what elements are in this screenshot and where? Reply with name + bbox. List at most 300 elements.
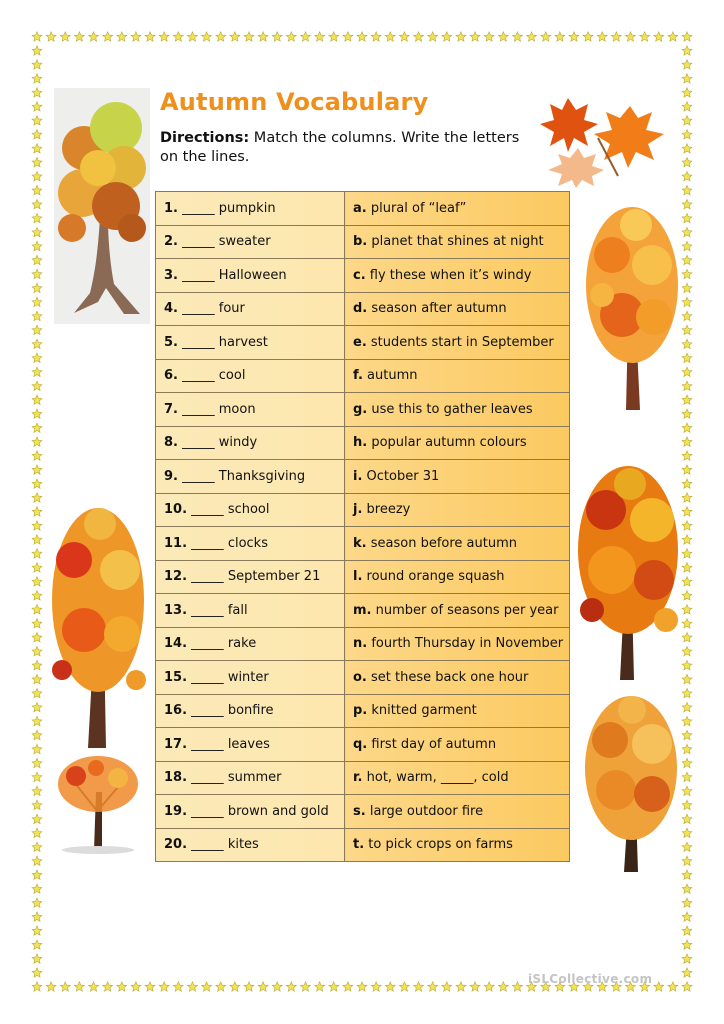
answer-blank[interactable]: _____ (182, 368, 215, 384)
star-icon (682, 269, 692, 278)
star-icon (682, 688, 692, 697)
answer-blank[interactable]: _____ (182, 468, 215, 484)
answer-blank[interactable]: _____ (182, 267, 215, 283)
table-row (156, 795, 570, 829)
star-icon (555, 32, 565, 41)
star-icon (188, 32, 198, 41)
star-icon (32, 269, 42, 278)
maple-leaves-icon (538, 88, 670, 188)
autumn-tree-icon (48, 500, 148, 750)
star-icon (32, 521, 42, 530)
star-icon (668, 32, 678, 41)
star-icon (74, 32, 84, 41)
star-icon (682, 507, 692, 516)
star-icon (682, 898, 692, 907)
star-icon (682, 325, 692, 334)
star-icon (32, 158, 42, 167)
star-icon (682, 521, 692, 530)
definition-text: set these back one hour (371, 669, 529, 685)
star-icon (470, 32, 480, 41)
star-icon (32, 367, 42, 376)
autumn-tree-icon (582, 195, 682, 417)
table-row (156, 627, 570, 661)
star-icon (682, 437, 692, 447)
star-icon (682, 577, 692, 586)
star-icon (682, 255, 692, 264)
item-number: 14. (164, 636, 188, 652)
definition-letter: n. (353, 636, 368, 652)
star-icon (682, 842, 692, 851)
definition-text: hot, warm, _____, cold (366, 770, 509, 786)
star-icon (32, 730, 42, 739)
item-number: 8. (164, 435, 178, 451)
term-word: leaves (227, 736, 270, 752)
star-icon (230, 982, 240, 991)
star-icon (89, 982, 99, 991)
star-icon (32, 549, 42, 558)
star-icon (456, 982, 466, 991)
term-word: harvest (218, 334, 268, 350)
star-icon (272, 982, 282, 991)
star-icon (513, 32, 523, 41)
star-icon (286, 982, 296, 991)
star-icon (145, 982, 155, 991)
definition-letter: m. (353, 602, 372, 618)
star-icon (682, 716, 692, 725)
star-icon (131, 32, 141, 41)
star-icon (682, 283, 692, 292)
star-icon (682, 884, 692, 893)
term-word: Halloween (218, 267, 287, 283)
definition-text: popular autumn colours (371, 435, 527, 451)
term-word: clocks (227, 535, 268, 551)
star-icon (513, 982, 523, 991)
definition-cell (345, 795, 570, 829)
star-icon (682, 856, 692, 865)
term-cell (156, 259, 345, 293)
star-icon (230, 32, 240, 41)
star-icon (682, 549, 692, 558)
term-cell (156, 527, 345, 561)
star-icon (32, 647, 42, 656)
item-number: 16. (164, 703, 188, 719)
definition-cell (345, 527, 570, 561)
term-word: windy (218, 435, 258, 451)
star-icon (682, 702, 692, 711)
autumn-tree-icon (54, 88, 150, 324)
definition-cell (345, 828, 570, 862)
star-icon (32, 926, 42, 935)
star-icon (654, 982, 664, 991)
page-title: Autumn Vocabulary (160, 88, 429, 116)
star-icon (682, 32, 692, 41)
term-cell (156, 493, 345, 527)
star-icon (32, 563, 42, 572)
star-icon (682, 619, 692, 628)
answer-blank[interactable]: _____ (191, 569, 224, 585)
star-icon (32, 661, 42, 670)
star-icon (541, 32, 551, 41)
star-icon (32, 507, 42, 516)
star-icon (414, 32, 424, 41)
definition-letter: b. (353, 234, 368, 250)
star-icon (60, 982, 70, 991)
definition-letter: a. (353, 200, 367, 216)
definition-cell (345, 560, 570, 594)
term-cell (156, 627, 345, 661)
star-icon (682, 409, 692, 418)
star-icon (357, 32, 367, 41)
star-icon (682, 493, 692, 502)
star-icon (32, 227, 42, 236)
answer-blank[interactable]: _____ (182, 301, 215, 317)
star-icon (32, 940, 42, 949)
star-icon (32, 702, 42, 711)
star-icon (216, 982, 226, 991)
star-icon (682, 130, 692, 139)
star-icon (32, 339, 42, 348)
definition-cell (345, 225, 570, 259)
definition-cell (345, 661, 570, 695)
star-icon (32, 898, 42, 907)
star-icon (32, 786, 42, 795)
star-icon (399, 982, 409, 991)
star-icon (385, 32, 395, 41)
star-icon (668, 982, 678, 991)
star-icon (682, 395, 692, 404)
star-icon (32, 451, 42, 460)
star-icon (32, 772, 42, 781)
star-icon (640, 32, 650, 41)
term-word: rake (227, 636, 257, 652)
star-icon (682, 102, 692, 111)
definition-text: planet that shines at night (371, 234, 544, 250)
star-icon (32, 381, 42, 390)
star-icon (32, 814, 42, 823)
definition-letter: e. (353, 334, 367, 350)
star-icon (103, 32, 113, 41)
star-icon (329, 32, 339, 41)
star-icon (32, 744, 42, 753)
term-word: brown and gold (227, 803, 329, 819)
answer-blank[interactable]: _____ (191, 636, 224, 652)
answer-blank[interactable]: _____ (182, 334, 215, 350)
star-icon (32, 74, 42, 83)
star-icon (682, 451, 692, 460)
star-icon (32, 828, 42, 837)
definition-letter: i. (353, 468, 363, 484)
star-icon (682, 367, 692, 376)
answer-blank[interactable]: _____ (182, 200, 215, 216)
definition-cell (345, 393, 570, 427)
star-icon (329, 982, 339, 991)
star-icon (131, 982, 141, 991)
directions (160, 129, 540, 167)
answer-blank[interactable]: _____ (191, 669, 224, 685)
star-icon (682, 758, 692, 767)
table-row (156, 661, 570, 695)
star-icon (484, 32, 494, 41)
star-icon (682, 926, 692, 935)
star-icon (32, 255, 42, 264)
star-icon (32, 353, 42, 362)
item-number: 12. (164, 569, 188, 585)
star-icon (32, 688, 42, 697)
star-icon (682, 227, 692, 236)
star-icon (188, 982, 198, 991)
answer-blank[interactable]: _____ (182, 435, 215, 451)
star-icon (682, 116, 692, 125)
star-icon (32, 619, 42, 628)
answer-blank[interactable]: _____ (191, 837, 224, 853)
term-cell (156, 292, 345, 326)
star-icon (682, 74, 692, 83)
definition-text: autumn (367, 368, 418, 384)
star-icon (32, 758, 42, 767)
star-icon (357, 982, 367, 991)
definition-letter: s. (353, 803, 366, 819)
star-icon (385, 982, 395, 991)
star-icon (32, 437, 42, 447)
definition-cell (345, 594, 570, 628)
definition-letter: f. (353, 368, 363, 384)
star-icon (89, 32, 99, 41)
star-icon (371, 982, 381, 991)
item-number: 11. (164, 535, 188, 551)
star-icon (456, 32, 466, 41)
star-icon (682, 144, 692, 153)
item-number: 10. (164, 502, 188, 518)
star-icon (498, 982, 508, 991)
definition-letter: o. (353, 669, 367, 685)
star-icon (32, 884, 42, 893)
table-row (156, 728, 570, 762)
star-icon (682, 954, 692, 963)
star-icon (682, 241, 692, 250)
table-row (156, 292, 570, 326)
star-icon (32, 102, 42, 111)
definition-cell (345, 761, 570, 795)
definition-letter: k. (353, 535, 367, 551)
item-number: 20. (164, 837, 188, 853)
star-icon (682, 199, 692, 209)
star-icon (498, 32, 508, 41)
definition-text: fly these when it’s windy (369, 267, 532, 283)
star-icon (682, 60, 692, 69)
star-icon (343, 32, 353, 41)
table-row (156, 594, 570, 628)
watermark: iSLCollective.com (528, 972, 653, 986)
star-icon (315, 32, 325, 41)
term-cell (156, 728, 345, 762)
star-icon (32, 800, 42, 809)
term-cell (156, 359, 345, 393)
answer-blank[interactable]: _____ (191, 703, 224, 719)
star-icon (32, 633, 42, 642)
star-icon (32, 535, 42, 544)
definition-cell (345, 292, 570, 326)
term-cell (156, 192, 345, 226)
answer-blank[interactable]: _____ (191, 770, 224, 786)
star-icon (682, 88, 692, 97)
term-cell (156, 560, 345, 594)
star-icon (626, 32, 636, 41)
table-row (156, 761, 570, 795)
answer-blank[interactable]: _____ (191, 502, 224, 518)
definition-text: number of seasons per year (375, 602, 559, 618)
answer-blank[interactable]: _____ (182, 401, 215, 417)
term-word: moon (218, 401, 256, 417)
star-icon (74, 982, 84, 991)
star-icon (46, 982, 56, 991)
definition-cell (345, 359, 570, 393)
term-word: kites (227, 837, 259, 853)
directions-text: Match the columns. Write the letters on the lines. (160, 130, 520, 165)
answer-blank[interactable]: _____ (191, 535, 224, 551)
star-icon (32, 982, 42, 991)
autumn-tree-icon (576, 460, 680, 682)
star-icon (32, 465, 42, 474)
term-word: September 21 (227, 569, 321, 585)
definition-text: season before autumn (370, 535, 517, 551)
star-icon (682, 172, 692, 181)
star-icon (103, 982, 113, 991)
star-icon (654, 32, 664, 41)
autumn-tree-icon (56, 752, 140, 854)
star-icon (442, 982, 452, 991)
star-icon (470, 982, 480, 991)
star-icon (527, 32, 537, 41)
star-icon (682, 213, 692, 222)
term-cell (156, 393, 345, 427)
table-row (156, 493, 570, 527)
star-icon (682, 982, 692, 991)
star-icon (117, 32, 127, 41)
autumn-tree-icon (582, 690, 680, 880)
table-row (156, 694, 570, 728)
term-cell (156, 661, 345, 695)
star-icon (583, 32, 593, 41)
answer-blank[interactable]: _____ (191, 803, 224, 819)
answer-blank[interactable]: _____ (191, 602, 224, 618)
star-icon (682, 647, 692, 656)
star-icon (32, 870, 42, 879)
definition-letter: p. (353, 703, 368, 719)
star-icon (32, 325, 42, 334)
item-number: 2. (164, 234, 178, 250)
definition-letter: c. (353, 267, 366, 283)
definition-letter: h. (353, 435, 368, 451)
star-icon (682, 353, 692, 362)
star-icon (32, 60, 42, 69)
definition-letter: g. (353, 401, 368, 417)
item-number: 6. (164, 368, 178, 384)
item-number: 9. (164, 468, 178, 484)
star-icon (32, 186, 42, 195)
star-icon (32, 968, 42, 977)
definition-letter: q. (353, 736, 368, 752)
definition-cell (345, 426, 570, 460)
definition-text: knitted garment (371, 703, 477, 719)
term-word: sweater (218, 234, 271, 250)
star-icon (682, 730, 692, 739)
star-icon (258, 32, 268, 41)
table-row (156, 225, 570, 259)
star-icon (682, 940, 692, 949)
star-icon (682, 186, 692, 195)
answer-blank[interactable]: _____ (182, 234, 215, 250)
star-icon (32, 423, 42, 432)
star-icon (32, 605, 42, 614)
term-cell (156, 795, 345, 829)
item-number: 19. (164, 803, 188, 819)
star-icon (682, 772, 692, 781)
matching-table (155, 191, 570, 862)
definition-cell (345, 627, 570, 661)
term-word: summer (227, 770, 282, 786)
star-icon (682, 535, 692, 544)
star-icon (117, 982, 127, 991)
star-icon (216, 32, 226, 41)
star-icon (258, 982, 268, 991)
term-cell (156, 426, 345, 460)
term-cell (156, 460, 345, 494)
star-icon (682, 814, 692, 823)
definition-text: students start in September (370, 334, 554, 350)
star-icon (173, 32, 183, 41)
star-icon (286, 32, 296, 41)
star-icon (32, 674, 42, 684)
star-icon (682, 46, 692, 55)
star-icon (159, 32, 169, 41)
star-icon (32, 577, 42, 586)
star-icon (32, 954, 42, 963)
star-icon (301, 32, 311, 41)
definition-text: first day of autumn (371, 736, 497, 752)
star-icon (32, 241, 42, 250)
table-row (156, 393, 570, 427)
star-icon (173, 982, 183, 991)
table-row (156, 460, 570, 494)
star-icon (202, 982, 212, 991)
term-cell (156, 694, 345, 728)
definition-text: fourth Thursday in November (371, 636, 564, 652)
star-icon (32, 912, 42, 922)
star-icon (244, 32, 254, 41)
star-icon (428, 32, 438, 41)
directions-label: Directions: (160, 130, 250, 146)
item-number: 18. (164, 770, 188, 786)
star-icon (597, 32, 607, 41)
star-icon (682, 297, 692, 306)
term-word: pumpkin (218, 200, 276, 216)
star-icon (414, 982, 424, 991)
star-icon (682, 158, 692, 167)
table-row (156, 192, 570, 226)
star-icon (682, 311, 692, 320)
star-icon (682, 591, 692, 600)
item-number: 15. (164, 669, 188, 685)
answer-blank[interactable]: _____ (191, 736, 224, 752)
star-icon (343, 982, 353, 991)
star-icon (682, 423, 692, 432)
term-word: Thanksgiving (218, 468, 306, 484)
star-icon (32, 479, 42, 488)
star-icon (682, 661, 692, 670)
star-icon (60, 32, 70, 41)
star-icon (272, 32, 282, 41)
table-row (156, 527, 570, 561)
